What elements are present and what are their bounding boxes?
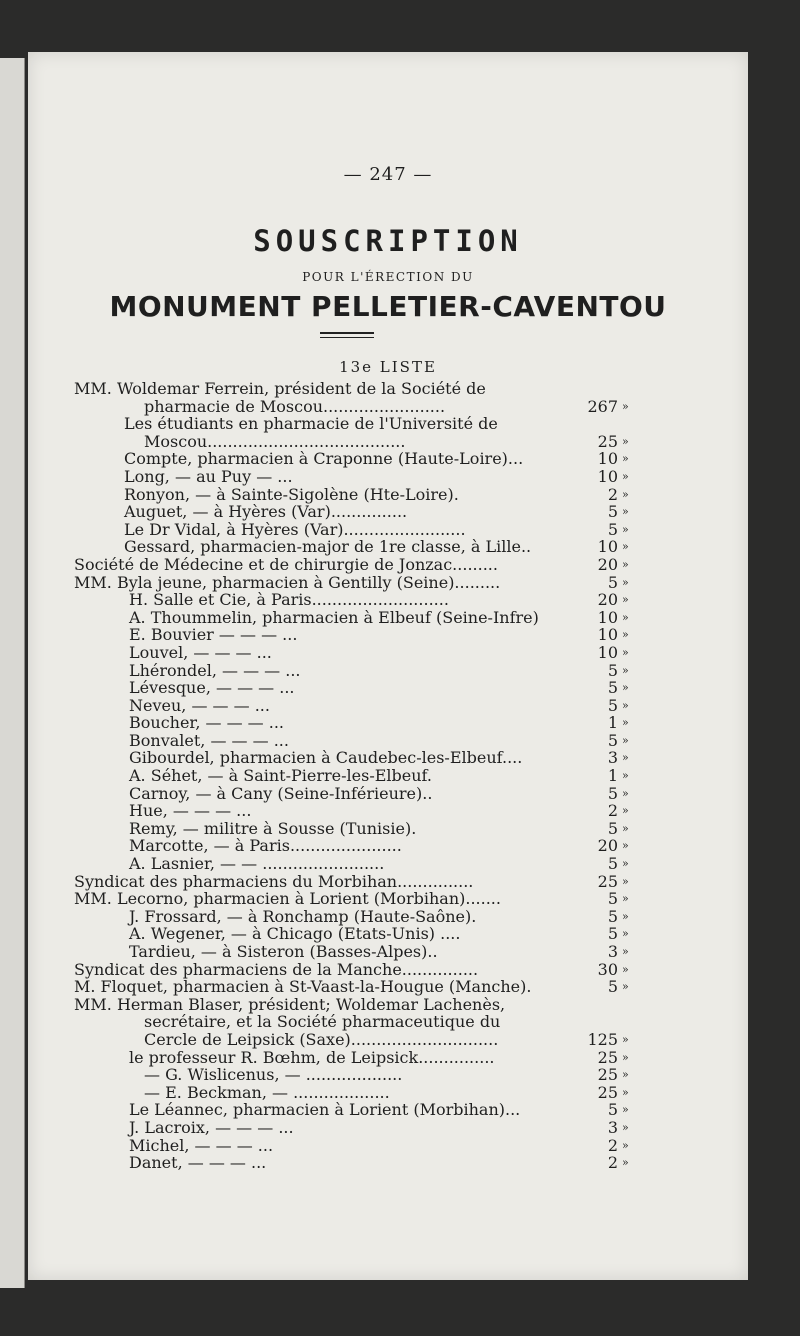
entry-text: Ronyon, — à Sainte-Sigolène (Hte-Loire). bbox=[124, 484, 459, 504]
entry-amount: 3 bbox=[607, 942, 618, 961]
ditto-mark: » bbox=[622, 804, 629, 818]
subscription-entry bbox=[28, 1119, 748, 1137]
entry-text: H. Salle et Cie, à Paris........................... bbox=[129, 590, 449, 610]
entry-text: Société de Médecine et de chirurgie de Jonzac......... bbox=[74, 554, 498, 574]
facing-page-edge bbox=[0, 58, 25, 1288]
subscription-entry bbox=[28, 943, 748, 961]
ditto-mark: » bbox=[622, 751, 629, 765]
entry-amount: 2 bbox=[607, 801, 618, 821]
entry-amount: 10 bbox=[597, 537, 618, 557]
entry-amount: 30 bbox=[597, 959, 618, 979]
subscription-entry bbox=[28, 1101, 748, 1119]
subscription-entry bbox=[28, 591, 748, 609]
entry-text: Compte, pharmacien à Craponne (Haute-Loire)... bbox=[124, 449, 524, 469]
entry-text: Auguet, — à Hyères (Var)............... bbox=[124, 502, 408, 522]
ditto-mark: » bbox=[622, 575, 629, 589]
entry-amount: 25 bbox=[597, 1065, 618, 1085]
entry-text: Gibourdel, pharmacien à Caudebec-les-Elbeuf.... bbox=[129, 748, 523, 768]
subscription-entry bbox=[28, 767, 748, 785]
entry-amount: 5 bbox=[607, 977, 618, 997]
entry-text: MM. Woldemar Ferrein, président de la Société de bbox=[74, 379, 486, 398]
ditto-mark: » bbox=[622, 1050, 629, 1064]
ditto-mark: » bbox=[622, 1156, 629, 1170]
subscription-entry bbox=[28, 978, 748, 996]
entry-text: le professeur R. Bœhm, de Leipsick............... bbox=[129, 1047, 495, 1067]
entry-text: A. Thoummelin, pharmacien à Elbeuf (Seine-Infre) bbox=[129, 607, 539, 627]
subscription-entry bbox=[28, 908, 748, 926]
subscription-entry bbox=[28, 1137, 748, 1155]
ditto-mark: » bbox=[622, 540, 629, 554]
ditto-mark: » bbox=[622, 821, 629, 835]
subscription-entry bbox=[28, 837, 748, 855]
entry-text: Cercle de Leipsick (Saxe)............................. bbox=[144, 1029, 499, 1049]
entry-amount: 10 bbox=[597, 642, 618, 662]
ditto-mark: » bbox=[622, 1068, 629, 1082]
entry-amount: 10 bbox=[597, 466, 618, 486]
entry-amount: 5 bbox=[607, 783, 618, 803]
entry-text: Boucher, — — — ... bbox=[129, 713, 285, 733]
entry-text: M. Floquet, pharmacien à St-Vaast-la-Hougue (Manche). bbox=[74, 977, 532, 997]
subscription-entry bbox=[28, 662, 748, 680]
ditto-mark: » bbox=[622, 857, 629, 871]
subscription-entry bbox=[28, 450, 748, 468]
ditto-mark: » bbox=[622, 1085, 629, 1099]
entry-amount: 5 bbox=[607, 678, 618, 698]
entry-amount: 267 bbox=[587, 396, 618, 416]
entry-text: MM. Byla jeune, pharmacien à Gentilly (Seine)......... bbox=[74, 572, 501, 592]
entry-amount: 5 bbox=[607, 854, 618, 874]
subscription-entry bbox=[28, 961, 748, 979]
entry-text: E. Bouvier — — — ... bbox=[129, 625, 298, 645]
entry-text: Carnoy, — à Cany (Seine-Inférieure).. bbox=[129, 783, 433, 803]
ditto-mark: » bbox=[622, 980, 629, 994]
subscription-entry bbox=[28, 714, 748, 732]
ditto-mark: » bbox=[622, 733, 629, 747]
entry-text: Gessard, pharmacien-major de 1re classe, à Lille.. bbox=[124, 537, 532, 557]
ditto-mark: » bbox=[622, 628, 629, 642]
ditto-mark: » bbox=[622, 786, 629, 800]
ditto-mark: » bbox=[622, 1032, 629, 1046]
subscription-entry bbox=[28, 1049, 748, 1067]
entry-amount: 5 bbox=[607, 519, 618, 539]
ditto-mark: » bbox=[622, 716, 629, 730]
entry-amount: 20 bbox=[597, 554, 618, 574]
ditto-mark: » bbox=[622, 1103, 629, 1117]
ditto-mark: » bbox=[622, 874, 629, 888]
entry-amount: 5 bbox=[607, 572, 618, 592]
ditto-mark: » bbox=[622, 434, 629, 448]
ditto-mark: » bbox=[622, 909, 629, 923]
subscription-entry bbox=[28, 820, 748, 838]
entry-amount: 3 bbox=[607, 1117, 618, 1137]
entry-amount: 1 bbox=[607, 713, 618, 733]
ditto-mark: » bbox=[622, 610, 629, 624]
divider-rule bbox=[320, 337, 374, 338]
subscription-entry bbox=[28, 503, 748, 521]
entry-amount: 20 bbox=[597, 836, 618, 856]
entry-text: A. Séhet, — à Saint-Pierre-les-Elbeuf. bbox=[129, 766, 432, 786]
entry-text: A. Lasnier, — — ........................ bbox=[129, 854, 385, 874]
entry-amount: 2 bbox=[607, 1135, 618, 1155]
entry-text: Lhérondel, — — — ... bbox=[129, 660, 301, 680]
list-label: 13e LISTE bbox=[339, 358, 437, 376]
subscription-entry bbox=[28, 556, 748, 574]
entry-text: Neveu, — — — ... bbox=[129, 695, 270, 715]
ditto-mark: » bbox=[622, 1138, 629, 1152]
subscription-entry bbox=[28, 521, 748, 539]
entry-text: Lévesque, — — — ... bbox=[129, 678, 295, 698]
ditto-mark: » bbox=[622, 663, 629, 677]
ditto-mark: » bbox=[622, 698, 629, 712]
subscription-entry bbox=[28, 433, 748, 451]
ditto-mark: » bbox=[622, 452, 629, 466]
entry-amount: 10 bbox=[597, 625, 618, 645]
subscription-entry bbox=[28, 626, 748, 644]
ditto-mark: » bbox=[622, 645, 629, 659]
entry-text: Le Dr Vidal, à Hyères (Var)........................ bbox=[124, 519, 466, 539]
entry-amount: 10 bbox=[597, 449, 618, 469]
divider-rule bbox=[320, 332, 374, 334]
entry-amount: 2 bbox=[607, 484, 618, 504]
entry-amount: 2 bbox=[607, 1153, 618, 1173]
subscription-entry bbox=[28, 890, 748, 908]
entry-amount: 25 bbox=[597, 431, 618, 451]
entry-amount: 25 bbox=[597, 871, 618, 891]
ditto-mark: » bbox=[622, 927, 629, 941]
ditto-mark: » bbox=[622, 469, 629, 483]
entry-text: Tardieu, — à Sisteron (Basses-Alpes).. bbox=[129, 942, 438, 961]
entry-amount: 5 bbox=[607, 924, 618, 944]
entry-text: Hue, — — — ... bbox=[129, 801, 252, 821]
subscription-entry bbox=[28, 380, 748, 398]
subscription-entry bbox=[28, 609, 748, 627]
entry-amount: 20 bbox=[597, 590, 618, 610]
entry-amount: 5 bbox=[607, 730, 618, 750]
entry-amount: 25 bbox=[597, 1082, 618, 1102]
entry-amount: 5 bbox=[607, 818, 618, 838]
ditto-mark: » bbox=[622, 399, 629, 413]
entry-text: J. Lacroix, — — — ... bbox=[129, 1117, 294, 1137]
subscription-entry bbox=[28, 697, 748, 715]
subscription-entry bbox=[28, 802, 748, 820]
ditto-mark: » bbox=[622, 839, 629, 853]
entry-text: Michel, — — — ... bbox=[129, 1135, 274, 1155]
entry-amount: 5 bbox=[607, 906, 618, 926]
ditto-mark: » bbox=[622, 557, 629, 571]
entry-text: Remy, — militre à Sousse (Tunisie). bbox=[129, 818, 417, 838]
ditto-mark: » bbox=[622, 962, 629, 976]
entry-text: Louvel, — — — ... bbox=[129, 642, 272, 662]
ditto-mark: » bbox=[622, 681, 629, 695]
subscription-entry bbox=[28, 785, 748, 803]
entry-text: Syndicat des pharmaciens de la Manche............... bbox=[74, 959, 479, 979]
entry-amount: 5 bbox=[607, 695, 618, 715]
entry-text: pharmacie de Moscou........................ bbox=[144, 396, 446, 416]
ditto-mark: » bbox=[622, 505, 629, 519]
entry-amount: 25 bbox=[597, 1047, 618, 1067]
ditto-mark: » bbox=[622, 945, 629, 958]
entry-text: — E. Beckman, — ................... bbox=[144, 1082, 390, 1102]
ditto-mark: » bbox=[622, 522, 629, 536]
subscription-list bbox=[28, 380, 748, 1172]
subscription-entry bbox=[28, 749, 748, 767]
subscription-entry bbox=[28, 925, 748, 943]
entry-text: Moscou....................................... bbox=[144, 431, 406, 451]
page-number: — 247 — bbox=[343, 164, 433, 185]
subscription-entry bbox=[28, 996, 748, 1014]
subscription-entry bbox=[28, 398, 748, 416]
subscription-entry bbox=[28, 855, 748, 873]
entry-text: Les étudiants en pharmacie de l'Université de bbox=[124, 414, 498, 434]
ditto-mark: » bbox=[622, 1120, 629, 1134]
subscription-entry bbox=[28, 1066, 748, 1084]
ditto-mark: » bbox=[622, 487, 629, 501]
subscription-entry bbox=[28, 1031, 748, 1049]
entry-text: J. Frossard, — à Ronchamp (Haute-Saône). bbox=[129, 906, 477, 926]
subscription-entry bbox=[28, 538, 748, 556]
entry-amount: 10 bbox=[597, 607, 618, 627]
entry-amount: 5 bbox=[607, 1100, 618, 1120]
entry-text: secrétaire, et la Société pharmaceutique du bbox=[144, 1012, 501, 1032]
entry-text: Bonvalet, — — — ... bbox=[129, 730, 289, 750]
subscription-entry bbox=[28, 1154, 748, 1172]
subtitle: POUR L'ÉRECTION DU bbox=[302, 270, 474, 284]
subscription-entry bbox=[28, 679, 748, 697]
entry-amount: 5 bbox=[607, 889, 618, 909]
entry-text: Long, — au Puy — ... bbox=[124, 466, 293, 486]
monument-heading: MONUMENT PELLETIER-CAVENTOU bbox=[109, 290, 667, 323]
subscription-entry bbox=[28, 1013, 748, 1031]
entry-text: Le Léannec, pharmacien à Lorient (Morbihan)... bbox=[129, 1100, 521, 1120]
entry-text: MM. Herman Blaser, président; Woldemar Lachenès, bbox=[74, 994, 506, 1014]
subscription-entry bbox=[28, 873, 748, 891]
subscription-entry bbox=[28, 486, 748, 504]
subscription-entry bbox=[28, 468, 748, 486]
subscription-entry bbox=[28, 644, 748, 662]
ditto-mark: » bbox=[622, 769, 629, 783]
subscription-entry bbox=[28, 732, 748, 750]
entry-text: MM. Lecorno, pharmacien à Lorient (Morbihan)....... bbox=[74, 889, 501, 909]
entry-amount: 5 bbox=[607, 660, 618, 680]
entry-text: A. Wegener, — à Chicago (Etats-Unis) .... bbox=[129, 924, 461, 944]
ditto-mark: » bbox=[622, 892, 629, 906]
entry-amount: 5 bbox=[607, 502, 618, 522]
page-title: SOUSCRIPTION bbox=[253, 224, 523, 258]
entry-amount: 3 bbox=[607, 748, 618, 768]
book-page bbox=[28, 52, 748, 1280]
entry-text: Syndicat des pharmaciens du Morbihan............... bbox=[74, 871, 474, 891]
entry-amount: 1 bbox=[607, 766, 618, 786]
subscription-entry bbox=[28, 1084, 748, 1102]
subscription-entry bbox=[28, 574, 748, 592]
ditto-mark: » bbox=[622, 593, 629, 607]
entry-text: — G. Wislicenus, — ................... bbox=[144, 1065, 403, 1085]
entry-amount: 125 bbox=[587, 1029, 618, 1049]
subscription-entry bbox=[28, 415, 748, 433]
entry-text: Marcotte, — à Paris...................... bbox=[129, 836, 402, 856]
entry-text: Danet, — — — ... bbox=[129, 1153, 267, 1173]
